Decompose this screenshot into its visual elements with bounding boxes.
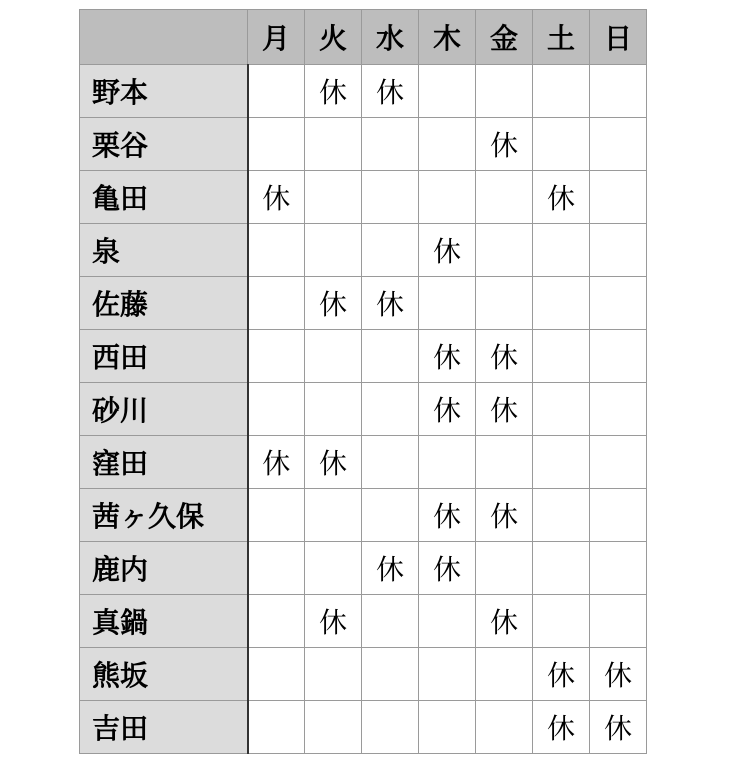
employee-name: 熊坂 (80, 648, 248, 701)
schedule-cell[interactable] (305, 330, 362, 383)
schedule-cell[interactable] (248, 277, 305, 330)
table-row (80, 277, 647, 330)
table-row (80, 330, 647, 383)
schedule-cell[interactable] (305, 118, 362, 171)
schedule-cell[interactable]: 休 (533, 171, 590, 224)
day-header-sat: 土 (533, 10, 590, 65)
schedule-cell[interactable]: 休 (476, 595, 533, 648)
schedule-cell[interactable] (590, 489, 647, 542)
schedule-cell[interactable] (362, 436, 419, 489)
employee-name: 茜ヶ久保 (80, 489, 248, 542)
day-header-thu: 木 (419, 10, 476, 65)
schedule-cell[interactable] (419, 118, 476, 171)
schedule-cell[interactable] (590, 277, 647, 330)
schedule-cell[interactable]: 休 (590, 701, 647, 754)
schedule-cell[interactable] (305, 648, 362, 701)
schedule-cell[interactable] (305, 542, 362, 595)
schedule-cell[interactable] (419, 171, 476, 224)
schedule-cell[interactable]: 休 (305, 277, 362, 330)
schedule-cell[interactable] (533, 65, 590, 118)
schedule-cell[interactable] (533, 542, 590, 595)
schedule-cell[interactable] (533, 277, 590, 330)
schedule-cell[interactable]: 休 (476, 118, 533, 171)
employee-name: 窪田 (80, 436, 248, 489)
schedule-cell[interactable] (533, 383, 590, 436)
schedule-cell[interactable] (533, 595, 590, 648)
table-row (80, 436, 647, 489)
schedule-cell[interactable] (362, 118, 419, 171)
schedule-cell[interactable]: 休 (305, 595, 362, 648)
schedule-cell[interactable] (248, 542, 305, 595)
schedule-cell[interactable] (305, 701, 362, 754)
schedule-cell[interactable] (248, 330, 305, 383)
schedule-cell[interactable] (590, 436, 647, 489)
schedule-cell[interactable]: 休 (248, 171, 305, 224)
schedule-cell[interactable] (590, 118, 647, 171)
schedule-cell[interactable] (362, 489, 419, 542)
table-row (80, 701, 647, 754)
schedule-cell[interactable] (248, 65, 305, 118)
schedule-cell[interactable]: 休 (533, 701, 590, 754)
schedule-cell[interactable] (248, 489, 305, 542)
schedule-cell[interactable] (476, 436, 533, 489)
schedule-cell[interactable] (590, 542, 647, 595)
table-row (80, 542, 647, 595)
schedule-cell[interactable] (248, 118, 305, 171)
schedule-cell[interactable] (476, 648, 533, 701)
schedule-cell[interactable] (305, 489, 362, 542)
schedule-cell[interactable] (476, 224, 533, 277)
employee-name: 鹿内 (80, 542, 248, 595)
day-header-sun: 日 (590, 10, 647, 65)
schedule-cell[interactable]: 休 (419, 489, 476, 542)
schedule-body (80, 65, 647, 754)
table-row (80, 648, 647, 701)
schedule-cell[interactable]: 休 (419, 542, 476, 595)
shift-schedule-table (79, 9, 647, 754)
schedule-cell[interactable] (248, 648, 305, 701)
schedule-cell[interactable]: 休 (476, 489, 533, 542)
table-row (80, 383, 647, 436)
employee-name: 西田 (80, 330, 248, 383)
employee-name: 砂川 (80, 383, 248, 436)
employee-name: 栗谷 (80, 118, 248, 171)
employee-name: 野本 (80, 65, 248, 118)
schedule-cell[interactable]: 休 (362, 542, 419, 595)
employee-name: 佐藤 (80, 277, 248, 330)
schedule-cell[interactable] (590, 595, 647, 648)
schedule-cell[interactable] (476, 542, 533, 595)
schedule-cell[interactable] (362, 648, 419, 701)
schedule-cell[interactable]: 休 (590, 648, 647, 701)
schedule-cell[interactable]: 休 (476, 383, 533, 436)
table-row (80, 595, 647, 648)
schedule-cell[interactable] (305, 171, 362, 224)
schedule-cell[interactable]: 休 (362, 65, 419, 118)
schedule-cell[interactable] (590, 383, 647, 436)
header-row (80, 10, 647, 65)
schedule-cell[interactable] (362, 171, 419, 224)
day-header-tue: 火 (305, 10, 362, 65)
schedule-cell[interactable] (533, 224, 590, 277)
schedule-cell[interactable]: 休 (305, 65, 362, 118)
schedule-cell[interactable] (533, 489, 590, 542)
table-row (80, 65, 647, 118)
employee-name: 泉 (80, 224, 248, 277)
employee-name: 真鍋 (80, 595, 248, 648)
schedule-cell[interactable]: 休 (533, 648, 590, 701)
schedule-cell[interactable] (590, 224, 647, 277)
schedule-cell[interactable] (590, 171, 647, 224)
schedule-cell[interactable] (590, 330, 647, 383)
schedule-cell[interactable] (419, 648, 476, 701)
schedule-cell[interactable] (533, 118, 590, 171)
employee-name: 吉田 (80, 701, 248, 754)
schedule-cell[interactable] (590, 65, 647, 118)
table-row (80, 489, 647, 542)
schedule-cell[interactable] (248, 383, 305, 436)
schedule-cell[interactable] (362, 701, 419, 754)
schedule-cell[interactable] (419, 436, 476, 489)
day-header-fri: 金 (476, 10, 533, 65)
schedule-cell[interactable] (248, 224, 305, 277)
table-row (80, 224, 647, 277)
schedule-cell[interactable] (305, 224, 362, 277)
schedule-cell[interactable] (476, 65, 533, 118)
schedule-cell[interactable] (533, 436, 590, 489)
schedule-cell[interactable] (476, 701, 533, 754)
schedule-cell[interactable] (362, 595, 419, 648)
schedule-cell[interactable] (419, 277, 476, 330)
schedule-cell[interactable]: 休 (419, 224, 476, 277)
schedule-cell[interactable] (419, 595, 476, 648)
schedule-cell[interactable]: 休 (419, 330, 476, 383)
schedule-cell[interactable]: 休 (476, 330, 533, 383)
table-row (80, 171, 647, 224)
schedule-cell[interactable]: 休 (419, 383, 476, 436)
schedule-cell[interactable]: 休 (305, 436, 362, 489)
schedule-cell[interactable] (533, 330, 590, 383)
schedule-cell[interactable] (305, 383, 362, 436)
schedule-cell[interactable] (476, 171, 533, 224)
schedule-cell[interactable] (362, 383, 419, 436)
day-header-mon: 月 (248, 10, 305, 65)
schedule-cell[interactable]: 休 (362, 277, 419, 330)
schedule-cell[interactable] (362, 224, 419, 277)
schedule-cell[interactable] (248, 595, 305, 648)
schedule-cell[interactable] (419, 701, 476, 754)
schedule-cell[interactable] (419, 65, 476, 118)
schedule-cell[interactable] (362, 330, 419, 383)
schedule-cell[interactable] (476, 277, 533, 330)
corner-cell (80, 10, 248, 65)
table-row (80, 118, 647, 171)
schedule-cell[interactable]: 休 (248, 436, 305, 489)
employee-name: 亀田 (80, 171, 248, 224)
day-header-wed: 水 (362, 10, 419, 65)
schedule-cell[interactable] (248, 701, 305, 754)
